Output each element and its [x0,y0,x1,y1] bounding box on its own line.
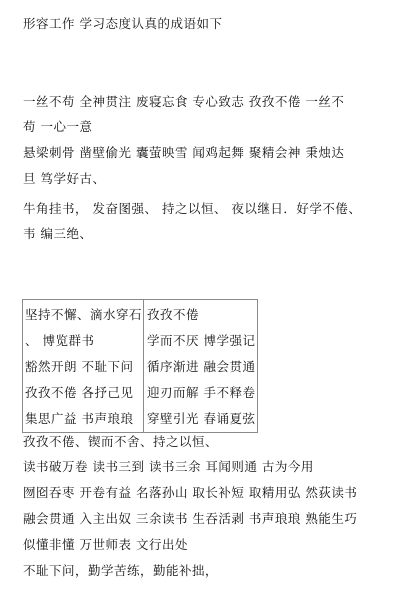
intro-line: 韦 编三绝、 [23,226,93,241]
table-cell-right: 学而不厌 博学强记 [147,333,256,348]
table-cell-right: 孜孜不倦 [147,307,200,322]
table-cell-left: 豁然开朗 不耻下问 [25,359,134,374]
table-column-divider [143,300,144,432]
outro-line: 似懂非懂 万世师表 文行出处 [23,537,188,552]
outro-line: 融会贯通 入主出奴 三余读书 生吞活剥 书声琅琅 熟能生巧 [23,511,358,526]
intro-line: 旦 笃学好古、 [23,171,106,186]
outro-line: 读书破万卷 读书三到 读书三余 耳闻则通 古为今用 [23,459,314,474]
outro-line: 囫囵吞枣 开卷有益 名落孙山 取长补短 取精用弘 然荻读书 [23,485,358,500]
intro-line: 牛角挂书， 发奋图强、 持之以恒、 夜以继日．好学不倦、 [23,201,362,216]
table-cell-left: 坚持不懈、滴水穿石 [25,307,143,322]
table-cell-left: 、 博览群书 [25,333,95,348]
page-title: 形容工作 学习态度认真的成语如下 [23,16,223,31]
table-cell-left: 孜孜不倦 各抒己见 [25,385,134,400]
outro-line: 不耻下问，勤学苦练，勤能补拙， [23,563,219,578]
intro-line: 苟 一心一意 [23,119,93,134]
table-cell-right: 循序渐进 融会贯通 [147,359,256,374]
table-cell-right: 迎刃而解 手不释卷 [147,385,256,400]
outro-line: 孜孜不倦、锲而不舍、持之以恒、 [23,434,219,449]
table-cell-left: 集思广益 书声琅琅 [25,411,134,426]
intro-line: 悬梁刺骨 凿壁偷光 囊萤映雪 闻鸡起舞 聚精会神 秉烛达 [23,145,345,160]
idiom-table [22,299,258,433]
intro-line: 一丝不苟 全神贯注 废寝忘食 专心致志 孜孜不倦 一丝不 [23,94,345,109]
table-cell-right: 穿壁引光 春诵夏弦 [147,411,256,426]
